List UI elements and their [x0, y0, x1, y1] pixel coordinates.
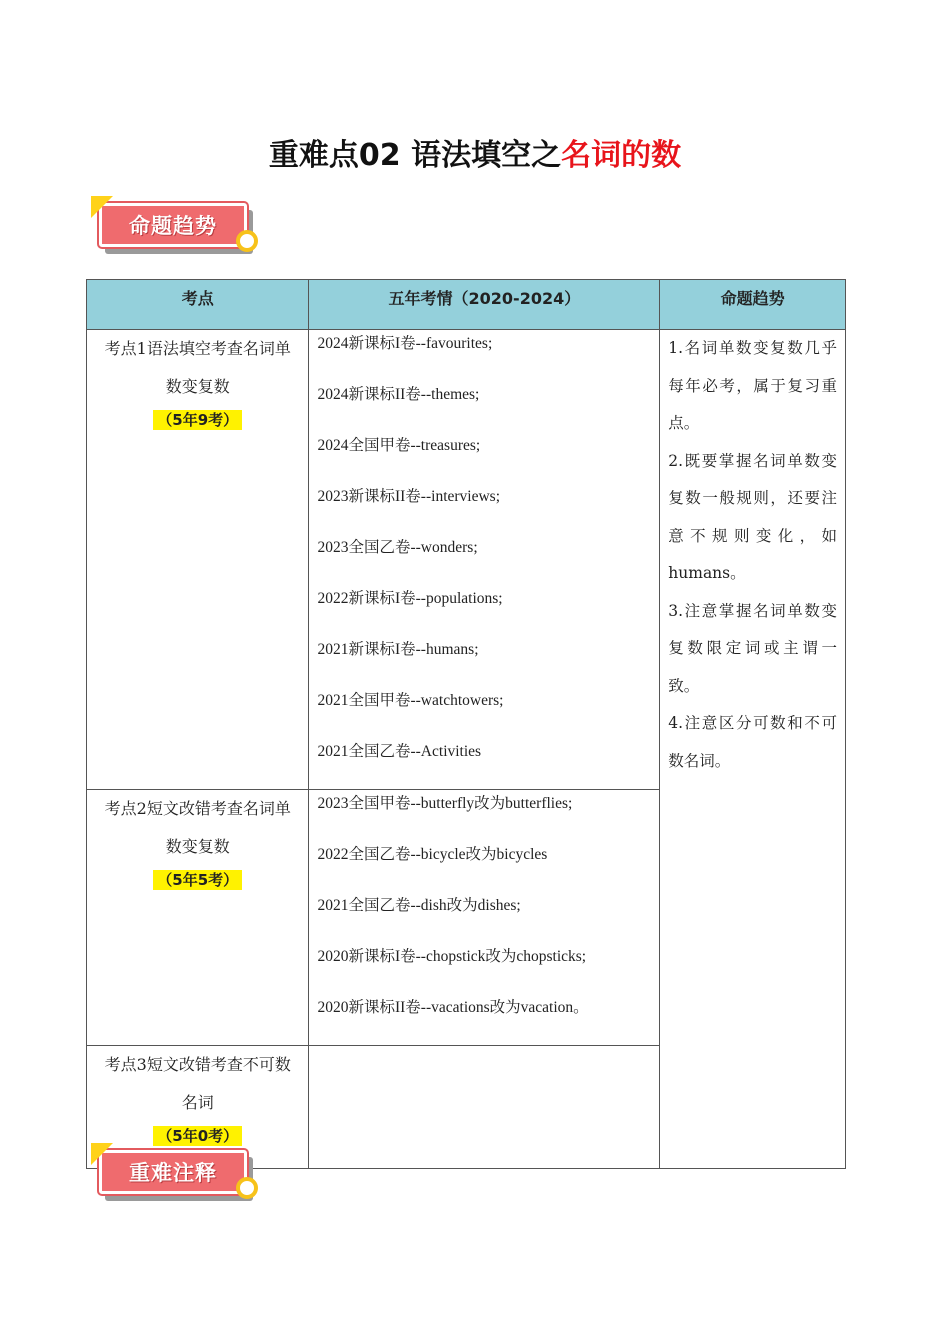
title-main: 重难点02 语法填空之: [268, 138, 562, 173]
header-trend: 命题趋势: [660, 280, 846, 330]
header-kp: 考点: [87, 280, 309, 330]
kp-cell-1: [87, 330, 309, 790]
ring-icon: [236, 230, 258, 252]
trend-point: 1.名词单数变复数几乎每年必考，属于复习重点。: [668, 339, 837, 432]
page-title: [0, 130, 950, 174]
exam-item: 2021全国乙卷--Activities: [317, 743, 482, 760]
freq-badge-1: （5年9考）: [153, 410, 242, 430]
trend-badge-label: 命题趋势: [99, 203, 247, 247]
exam-item: 2022新课标I卷--populations;: [317, 590, 503, 607]
exam-table: [86, 279, 846, 1169]
kp-cell-2: [87, 790, 309, 1046]
exam-item: 2020新课标II卷--vacations改为vacation。: [317, 999, 589, 1016]
exam-item: 2023新课标II卷--interviews;: [317, 488, 501, 505]
exam-item: 2021新课标I卷--humans;: [317, 641, 479, 658]
exam-item: 2024全国甲卷--treasures;: [317, 437, 481, 454]
trend-cell: [660, 330, 846, 1169]
exam-cell-2: [309, 790, 660, 1046]
trend-point: 4.注意区分可数和不可数名词。: [668, 714, 837, 770]
ring-icon: [236, 1177, 258, 1199]
header-exam: 五年考情（2020-2024）: [309, 280, 660, 330]
title-highlight: 名词的数: [561, 138, 682, 173]
trend-point: 2.既要掌握名词单数变复数一般规则，还要注意不规则变化，如humans。: [668, 451, 837, 582]
flag-icon: [91, 1143, 113, 1165]
table-header-row: [87, 280, 846, 330]
exam-item: 2024新课标I卷--favourites;: [317, 335, 493, 352]
kp-text-1: 考点1语法填空考查名词单数变复数: [104, 339, 291, 396]
table-row: [87, 330, 846, 790]
exam-item: 2021全国甲卷--watchtowers;: [317, 692, 504, 709]
exam-item: 2021全国乙卷--dish改为dishes;: [317, 897, 521, 914]
trend-point: 3.注意掌握名词单数变复数限定词或主谓一致。: [668, 601, 837, 695]
flag-icon: [91, 196, 113, 218]
explain-badge: [93, 1147, 268, 1213]
explain-badge-label: 重难注释: [99, 1150, 247, 1194]
freq-badge-2: （5年5考）: [153, 870, 242, 890]
kp-text-2: 考点2短文改错考查名词单数变复数: [104, 799, 291, 856]
exam-item: 2024新课标II卷--themes;: [317, 386, 480, 403]
exam-item: 2023全国甲卷--butterfly改为butterflies;: [317, 795, 573, 812]
exam-item: 2022全国乙卷--bicycle改为bicycles: [317, 846, 548, 863]
exam-cell-1: [309, 330, 660, 790]
freq-badge-3: （5年0考）: [153, 1126, 242, 1146]
trend-badge: [93, 200, 268, 266]
exam-item: 2023全国乙卷--wonders;: [317, 539, 478, 556]
exam-item: 2020新课标I卷--chopstick改为chopsticks;: [317, 948, 587, 965]
kp-text-3: 考点3短文改错考查不可数名词: [104, 1055, 291, 1112]
exam-cell-3: [309, 1046, 660, 1169]
